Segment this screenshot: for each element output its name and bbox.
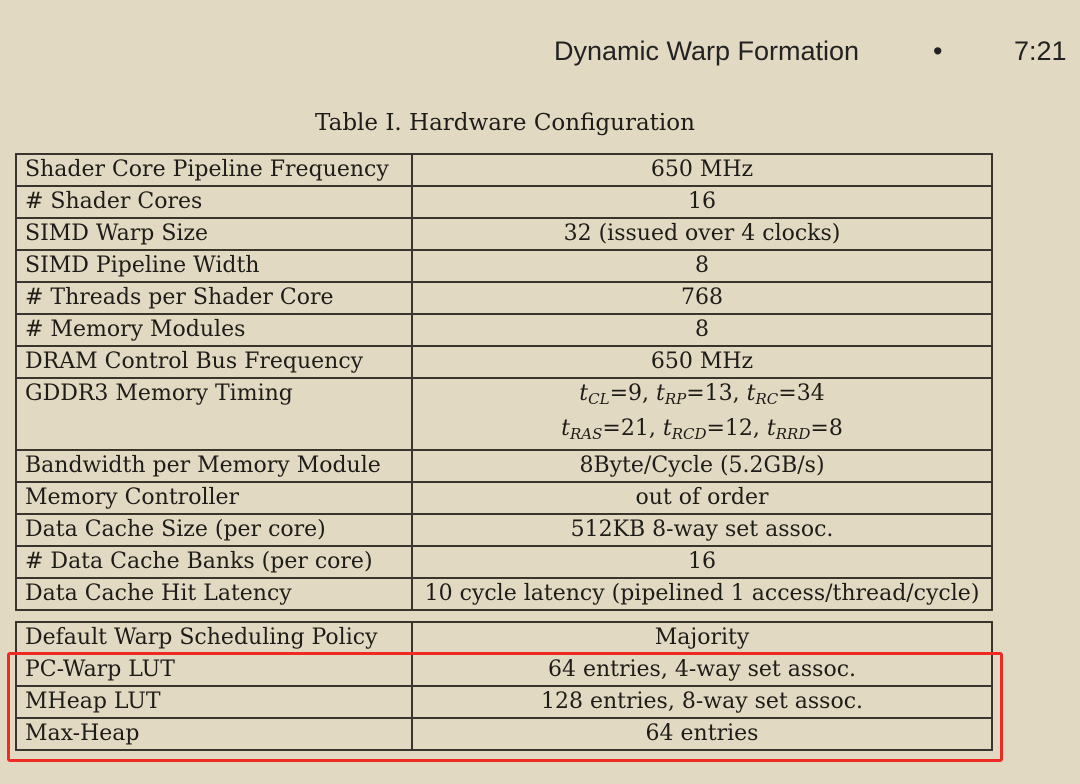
row-value: 8Byte/Cycle (5.2GB/s) [412, 450, 992, 482]
row-value: 128 entries, 8-way set assoc. [412, 686, 992, 718]
hardware-config-table [15, 153, 993, 611]
row-key: SIMD Pipeline Width [16, 250, 412, 282]
table-row [16, 218, 992, 250]
table-row [16, 482, 992, 514]
table-row [16, 378, 992, 450]
row-value: 512KB 8-way set assoc. [412, 514, 992, 546]
row-key: Bandwidth per Memory Module [16, 450, 412, 482]
table-row [16, 578, 992, 610]
page-number: 7:21 [1014, 36, 1067, 66]
row-key: # Memory Modules [16, 314, 412, 346]
running-title: Dynamic Warp Formation [554, 36, 860, 66]
row-value: 768 [412, 282, 992, 314]
row-value: 650 MHz [412, 154, 992, 186]
row-key: # Threads per Shader Core [16, 282, 412, 314]
table-row [16, 186, 992, 218]
row-key: GDDR3 Memory Timing [16, 378, 412, 450]
row-value: $t_{CL}=9$, $t_{RP}=13$, $t_{RC}=34$ $t_{RAS}=21$, $t_{RCD}=12$, $t_{RRD}=8$ [412, 378, 992, 450]
row-value: 16 [412, 546, 992, 578]
table-row [16, 622, 992, 654]
row-value: 32 (issued over 4 clocks) [412, 218, 992, 250]
table-row [16, 250, 992, 282]
row-key: # Data Cache Banks (per core) [16, 546, 412, 578]
header-bullet: • [933, 36, 943, 66]
row-key: DRAM Control Bus Frequency [16, 346, 412, 378]
table-row [16, 346, 992, 378]
row-value: 8 [412, 314, 992, 346]
row-key: SIMD Warp Size [16, 218, 412, 250]
table-caption: Table I. Hardware Configuration [315, 110, 695, 136]
table-row [16, 314, 992, 346]
row-key: Default Warp Scheduling Policy [16, 622, 412, 654]
row-key: Memory Controller [16, 482, 412, 514]
table-row [16, 282, 992, 314]
row-key: Shader Core Pipeline Frequency [16, 154, 412, 186]
row-key: # Shader Cores [16, 186, 412, 218]
row-value: 64 entries, 4-way set assoc. [412, 654, 992, 686]
row-value: out of order [412, 482, 992, 514]
table-row [16, 450, 992, 482]
table-row [16, 546, 992, 578]
row-key: PC-Warp LUT [16, 654, 412, 686]
row-value: 8 [412, 250, 992, 282]
row-value: 64 entries [412, 718, 992, 750]
row-value: 16 [412, 186, 992, 218]
table-row [16, 154, 992, 186]
row-key: Data Cache Size (per core) [16, 514, 412, 546]
row-key: MHeap LUT [16, 686, 412, 718]
row-key: Max-Heap [16, 718, 412, 750]
row-value: 650 MHz [412, 346, 992, 378]
highlight-box [7, 652, 1003, 762]
table-row [16, 514, 992, 546]
row-key: Data Cache Hit Latency [16, 578, 412, 610]
row-value: 10 cycle latency (pipelined 1 access/thread/cycle) [412, 578, 992, 610]
row-value: Majority [412, 622, 992, 654]
